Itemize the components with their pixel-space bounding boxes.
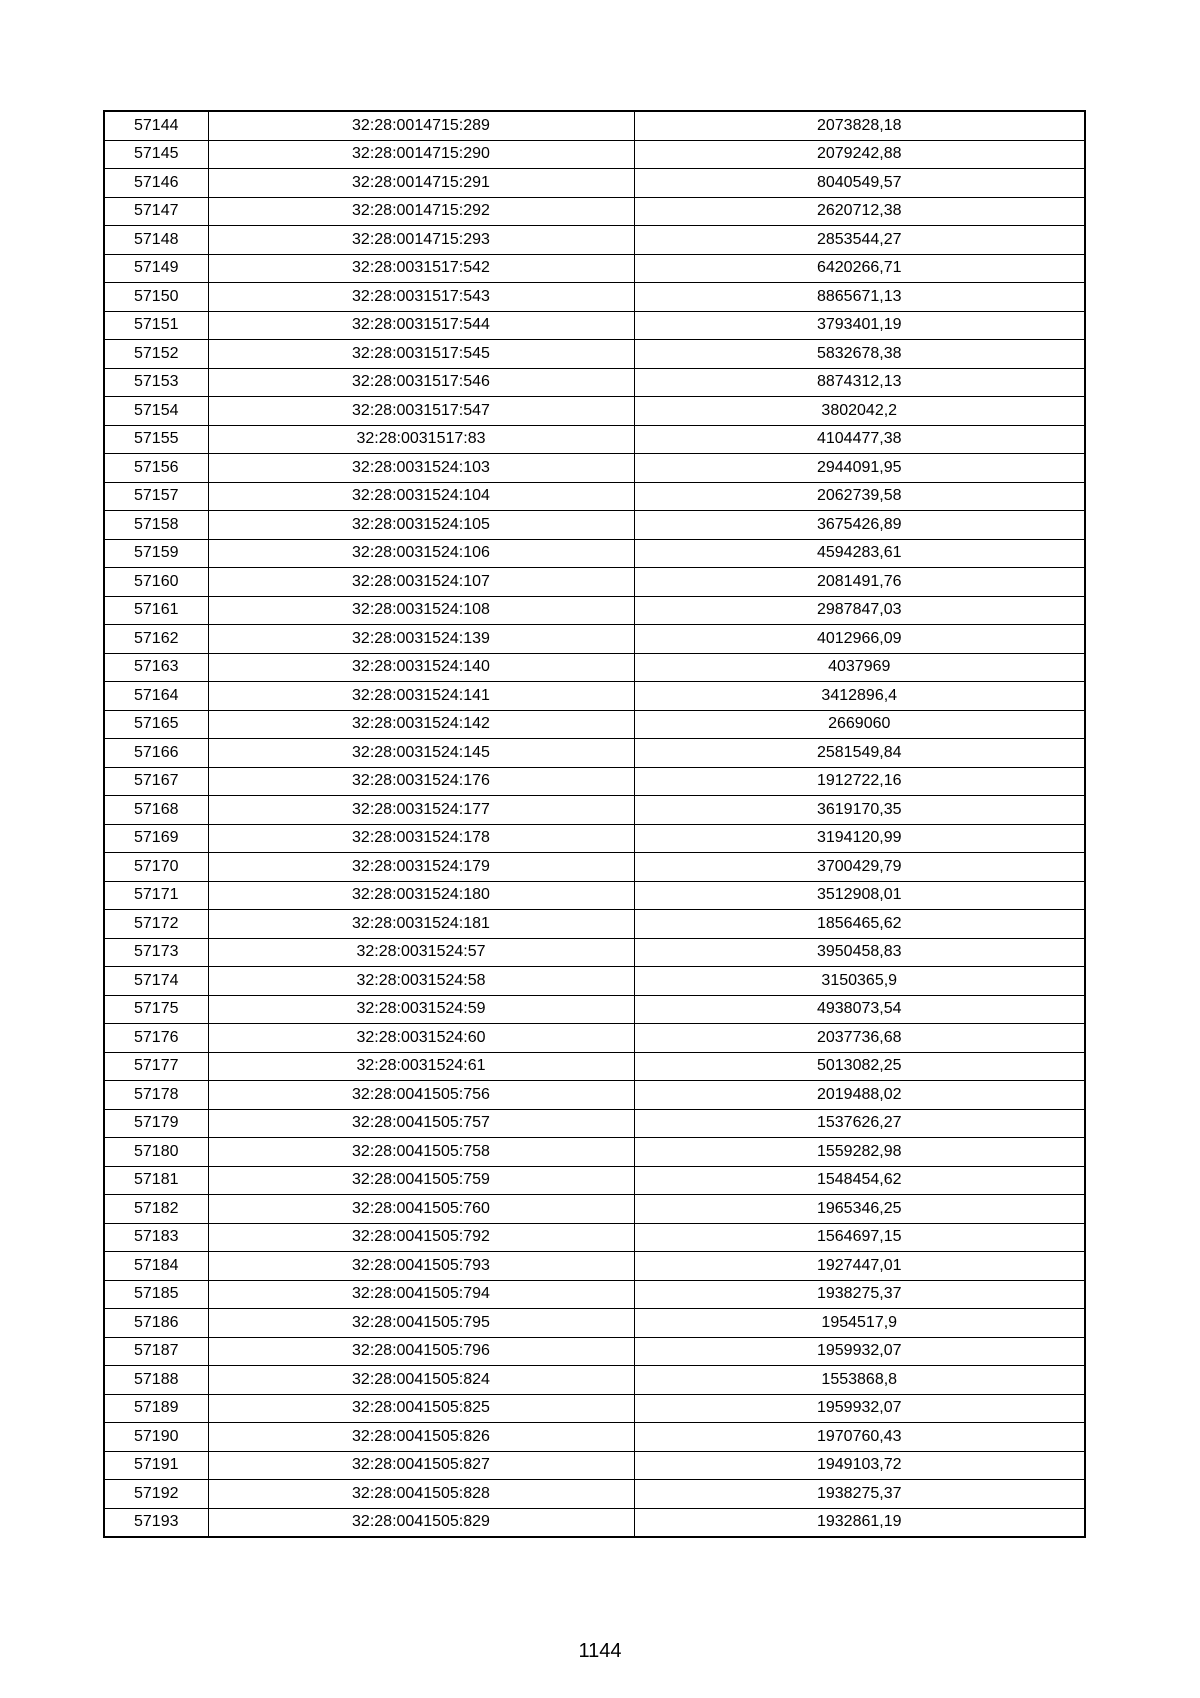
row-number-cell: 57173 — [104, 938, 208, 967]
cadastral-number-cell: 32:28:0031524:57 — [208, 938, 634, 967]
value-cell: 1938275,37 — [634, 1280, 1085, 1309]
value-cell: 4037969 — [634, 653, 1085, 682]
row-number-cell: 57147 — [104, 197, 208, 226]
table-row — [104, 739, 1085, 768]
row-number-cell: 57159 — [104, 539, 208, 568]
table-row — [104, 1309, 1085, 1338]
table-row — [104, 995, 1085, 1024]
cadastral-number-cell: 32:28:0031524:107 — [208, 568, 634, 597]
cadastral-number-cell: 32:28:0031517:546 — [208, 368, 634, 397]
row-number-cell: 57169 — [104, 824, 208, 853]
value-cell: 3194120,99 — [634, 824, 1085, 853]
row-number-cell: 57184 — [104, 1252, 208, 1281]
row-number-cell: 57151 — [104, 311, 208, 340]
table-row — [104, 1138, 1085, 1167]
row-number-cell: 57170 — [104, 853, 208, 882]
value-cell: 4938073,54 — [634, 995, 1085, 1024]
table-row — [104, 1109, 1085, 1138]
cadastral-number-cell: 32:28:0041505:760 — [208, 1195, 634, 1224]
cadastral-number-cell: 32:28:0041505:757 — [208, 1109, 634, 1138]
cadastral-number-cell: 32:28:0031517:543 — [208, 283, 634, 312]
value-cell: 1949103,72 — [634, 1451, 1085, 1480]
value-cell: 8865671,13 — [634, 283, 1085, 312]
table-row — [104, 1280, 1085, 1309]
value-cell: 5013082,25 — [634, 1052, 1085, 1081]
table-row — [104, 1451, 1085, 1480]
value-cell: 3412896,4 — [634, 682, 1085, 711]
table-row — [104, 824, 1085, 853]
row-number-cell: 57155 — [104, 425, 208, 454]
cadastral-number-cell: 32:28:0041505:759 — [208, 1166, 634, 1195]
cadastral-number-cell: 32:28:0031524:176 — [208, 767, 634, 796]
cadastral-number-cell: 32:28:0031524:59 — [208, 995, 634, 1024]
cadastral-number-cell: 32:28:0031524:140 — [208, 653, 634, 682]
value-cell: 2987847,03 — [634, 596, 1085, 625]
value-cell: 3512908,01 — [634, 881, 1085, 910]
table-row — [104, 1166, 1085, 1195]
table-row — [104, 1394, 1085, 1423]
value-cell: 1548454,62 — [634, 1166, 1085, 1195]
cadastral-number-cell: 32:28:0031524:108 — [208, 596, 634, 625]
row-number-cell: 57156 — [104, 454, 208, 483]
value-cell: 3150365,9 — [634, 967, 1085, 996]
cadastral-number-cell: 32:28:0031524:177 — [208, 796, 634, 825]
value-cell: 1927447,01 — [634, 1252, 1085, 1281]
row-number-cell: 57152 — [104, 340, 208, 369]
row-number-cell: 57178 — [104, 1081, 208, 1110]
row-number-cell: 57144 — [104, 111, 208, 140]
table-row — [104, 368, 1085, 397]
table-row — [104, 1480, 1085, 1509]
table-row — [104, 710, 1085, 739]
value-cell: 4594283,61 — [634, 539, 1085, 568]
row-number-cell: 57174 — [104, 967, 208, 996]
cadastral-number-cell: 32:28:0031517:545 — [208, 340, 634, 369]
cadastral-number-cell: 32:28:0031524:179 — [208, 853, 634, 882]
cadastral-number-cell: 32:28:0031517:544 — [208, 311, 634, 340]
table-row — [104, 653, 1085, 682]
table-row — [104, 539, 1085, 568]
value-cell: 6420266,71 — [634, 254, 1085, 283]
value-cell: 3950458,83 — [634, 938, 1085, 967]
table-row — [104, 910, 1085, 939]
value-cell: 2062739,58 — [634, 482, 1085, 511]
table-row — [104, 596, 1085, 625]
cadastral-number-cell: 32:28:0041505:824 — [208, 1366, 634, 1395]
row-number-cell: 57185 — [104, 1280, 208, 1309]
row-number-cell: 57167 — [104, 767, 208, 796]
table-row — [104, 967, 1085, 996]
row-number-cell: 57168 — [104, 796, 208, 825]
table-row — [104, 568, 1085, 597]
row-number-cell: 57193 — [104, 1508, 208, 1537]
row-number-cell: 57171 — [104, 881, 208, 910]
value-cell: 8040549,57 — [634, 169, 1085, 198]
table-row — [104, 511, 1085, 540]
value-cell: 4012966,09 — [634, 625, 1085, 654]
value-cell: 1932861,19 — [634, 1508, 1085, 1537]
value-cell: 2853544,27 — [634, 226, 1085, 255]
value-cell: 1553868,8 — [634, 1366, 1085, 1395]
table-row — [104, 169, 1085, 198]
row-number-cell: 57165 — [104, 710, 208, 739]
value-cell: 1912722,16 — [634, 767, 1085, 796]
table-row — [104, 1252, 1085, 1281]
cadastral-number-cell: 32:28:0041505:795 — [208, 1309, 634, 1338]
cadastral-number-cell: 32:28:0031524:139 — [208, 625, 634, 654]
cadastral-number-cell: 32:28:0031524:178 — [208, 824, 634, 853]
table-body — [104, 111, 1085, 1537]
table-row — [104, 796, 1085, 825]
row-number-cell: 57160 — [104, 568, 208, 597]
row-number-cell: 57177 — [104, 1052, 208, 1081]
cadastral-number-cell: 32:28:0031524:61 — [208, 1052, 634, 1081]
table-row — [104, 226, 1085, 255]
table-row — [104, 767, 1085, 796]
table-row — [104, 283, 1085, 312]
value-cell: 2073828,18 — [634, 111, 1085, 140]
row-number-cell: 57148 — [104, 226, 208, 255]
value-cell: 1938275,37 — [634, 1480, 1085, 1509]
row-number-cell: 57183 — [104, 1223, 208, 1252]
cadastral-number-cell: 32:28:0031524:104 — [208, 482, 634, 511]
row-number-cell: 57154 — [104, 397, 208, 426]
table-row — [104, 1052, 1085, 1081]
cadastral-number-cell: 32:28:0041505:793 — [208, 1252, 634, 1281]
cadastral-number-cell: 32:28:0031517:547 — [208, 397, 634, 426]
table-row — [104, 625, 1085, 654]
value-cell: 2581549,84 — [634, 739, 1085, 768]
cadastral-number-cell: 32:28:0041505:796 — [208, 1337, 634, 1366]
row-number-cell: 57145 — [104, 140, 208, 169]
row-number-cell: 57166 — [104, 739, 208, 768]
cadastral-number-cell: 32:28:0014715:291 — [208, 169, 634, 198]
row-number-cell: 57162 — [104, 625, 208, 654]
cadastral-number-cell: 32:28:0014715:293 — [208, 226, 634, 255]
value-cell: 1970760,43 — [634, 1423, 1085, 1452]
cadastral-number-cell: 32:28:0031524:106 — [208, 539, 634, 568]
row-number-cell: 57181 — [104, 1166, 208, 1195]
table-row — [104, 881, 1085, 910]
table-row — [104, 1024, 1085, 1053]
cadastral-number-cell: 32:28:0014715:290 — [208, 140, 634, 169]
value-cell: 3675426,89 — [634, 511, 1085, 540]
row-number-cell: 57172 — [104, 910, 208, 939]
table-row — [104, 197, 1085, 226]
value-cell: 1954517,9 — [634, 1309, 1085, 1338]
data-table — [103, 110, 1086, 1538]
row-number-cell: 57187 — [104, 1337, 208, 1366]
table-row — [104, 340, 1085, 369]
table-row — [104, 254, 1085, 283]
value-cell: 2019488,02 — [634, 1081, 1085, 1110]
row-number-cell: 57164 — [104, 682, 208, 711]
cadastral-number-cell: 32:28:0041505:829 — [208, 1508, 634, 1537]
table-row — [104, 111, 1085, 140]
value-cell: 3793401,19 — [634, 311, 1085, 340]
table-row — [104, 682, 1085, 711]
row-number-cell: 57158 — [104, 511, 208, 540]
value-cell: 1564697,15 — [634, 1223, 1085, 1252]
row-number-cell: 57188 — [104, 1366, 208, 1395]
row-number-cell: 57176 — [104, 1024, 208, 1053]
value-cell: 2669060 — [634, 710, 1085, 739]
value-cell: 5832678,38 — [634, 340, 1085, 369]
row-number-cell: 57146 — [104, 169, 208, 198]
table-row — [104, 1337, 1085, 1366]
value-cell: 1856465,62 — [634, 910, 1085, 939]
cadastral-number-cell: 32:28:0031524:58 — [208, 967, 634, 996]
row-number-cell: 57189 — [104, 1394, 208, 1423]
cadastral-number-cell: 32:28:0031524:180 — [208, 881, 634, 910]
row-number-cell: 57190 — [104, 1423, 208, 1452]
cadastral-number-cell: 32:28:0014715:292 — [208, 197, 634, 226]
cadastral-number-cell: 32:28:0031517:83 — [208, 425, 634, 454]
page-number: 1144 — [578, 1640, 622, 1662]
row-number-cell: 57149 — [104, 254, 208, 283]
value-cell: 3700429,79 — [634, 853, 1085, 882]
value-cell: 1537626,27 — [634, 1109, 1085, 1138]
cadastral-number-cell: 32:28:0014715:289 — [208, 111, 634, 140]
table-row — [104, 938, 1085, 967]
row-number-cell: 57180 — [104, 1138, 208, 1167]
row-number-cell: 57182 — [104, 1195, 208, 1224]
table-row — [104, 1081, 1085, 1110]
cadastral-number-cell: 32:28:0041505:827 — [208, 1451, 634, 1480]
cadastral-number-cell: 32:28:0031524:141 — [208, 682, 634, 711]
cadastral-number-cell: 32:28:0041505:828 — [208, 1480, 634, 1509]
value-cell: 2079242,88 — [634, 140, 1085, 169]
table-row — [104, 425, 1085, 454]
table-row — [104, 140, 1085, 169]
cadastral-number-cell: 32:28:0041505:825 — [208, 1394, 634, 1423]
cadastral-number-cell: 32:28:0031524:142 — [208, 710, 634, 739]
cadastral-number-cell: 32:28:0031524:103 — [208, 454, 634, 483]
cadastral-number-cell: 32:28:0041505:826 — [208, 1423, 634, 1452]
cadastral-number-cell: 32:28:0031524:60 — [208, 1024, 634, 1053]
table-row — [104, 1223, 1085, 1252]
row-number-cell: 57153 — [104, 368, 208, 397]
table-row — [104, 1508, 1085, 1537]
value-cell: 2037736,68 — [634, 1024, 1085, 1053]
value-cell: 2081491,76 — [634, 568, 1085, 597]
cadastral-number-cell: 32:28:0031517:542 — [208, 254, 634, 283]
cadastral-number-cell: 32:28:0031524:181 — [208, 910, 634, 939]
cadastral-number-cell: 32:28:0031524:105 — [208, 511, 634, 540]
row-number-cell: 57186 — [104, 1309, 208, 1338]
row-number-cell: 57161 — [104, 596, 208, 625]
row-number-cell: 57192 — [104, 1480, 208, 1509]
value-cell: 2620712,38 — [634, 197, 1085, 226]
value-cell: 1559282,98 — [634, 1138, 1085, 1167]
row-number-cell: 57175 — [104, 995, 208, 1024]
table-row — [104, 1195, 1085, 1224]
table-row — [104, 454, 1085, 483]
value-cell: 1959932,07 — [634, 1337, 1085, 1366]
table-row — [104, 853, 1085, 882]
value-cell: 3619170,35 — [634, 796, 1085, 825]
table-row — [104, 1366, 1085, 1395]
value-cell: 3802042,2 — [634, 397, 1085, 426]
value-cell: 4104477,38 — [634, 425, 1085, 454]
row-number-cell: 57157 — [104, 482, 208, 511]
row-number-cell: 57150 — [104, 283, 208, 312]
row-number-cell: 57191 — [104, 1451, 208, 1480]
table-row — [104, 482, 1085, 511]
cadastral-number-cell: 32:28:0031524:145 — [208, 739, 634, 768]
value-cell: 2944091,95 — [634, 454, 1085, 483]
cadastral-number-cell: 32:28:0041505:792 — [208, 1223, 634, 1252]
cadastral-number-cell: 32:28:0041505:794 — [208, 1280, 634, 1309]
cadastral-number-cell: 32:28:0041505:756 — [208, 1081, 634, 1110]
value-cell: 1965346,25 — [634, 1195, 1085, 1224]
value-cell: 8874312,13 — [634, 368, 1085, 397]
table-row — [104, 311, 1085, 340]
table-row — [104, 397, 1085, 426]
value-cell: 1959932,07 — [634, 1394, 1085, 1423]
row-number-cell: 57163 — [104, 653, 208, 682]
table-row — [104, 1423, 1085, 1452]
row-number-cell: 57179 — [104, 1109, 208, 1138]
cadastral-number-cell: 32:28:0041505:758 — [208, 1138, 634, 1167]
